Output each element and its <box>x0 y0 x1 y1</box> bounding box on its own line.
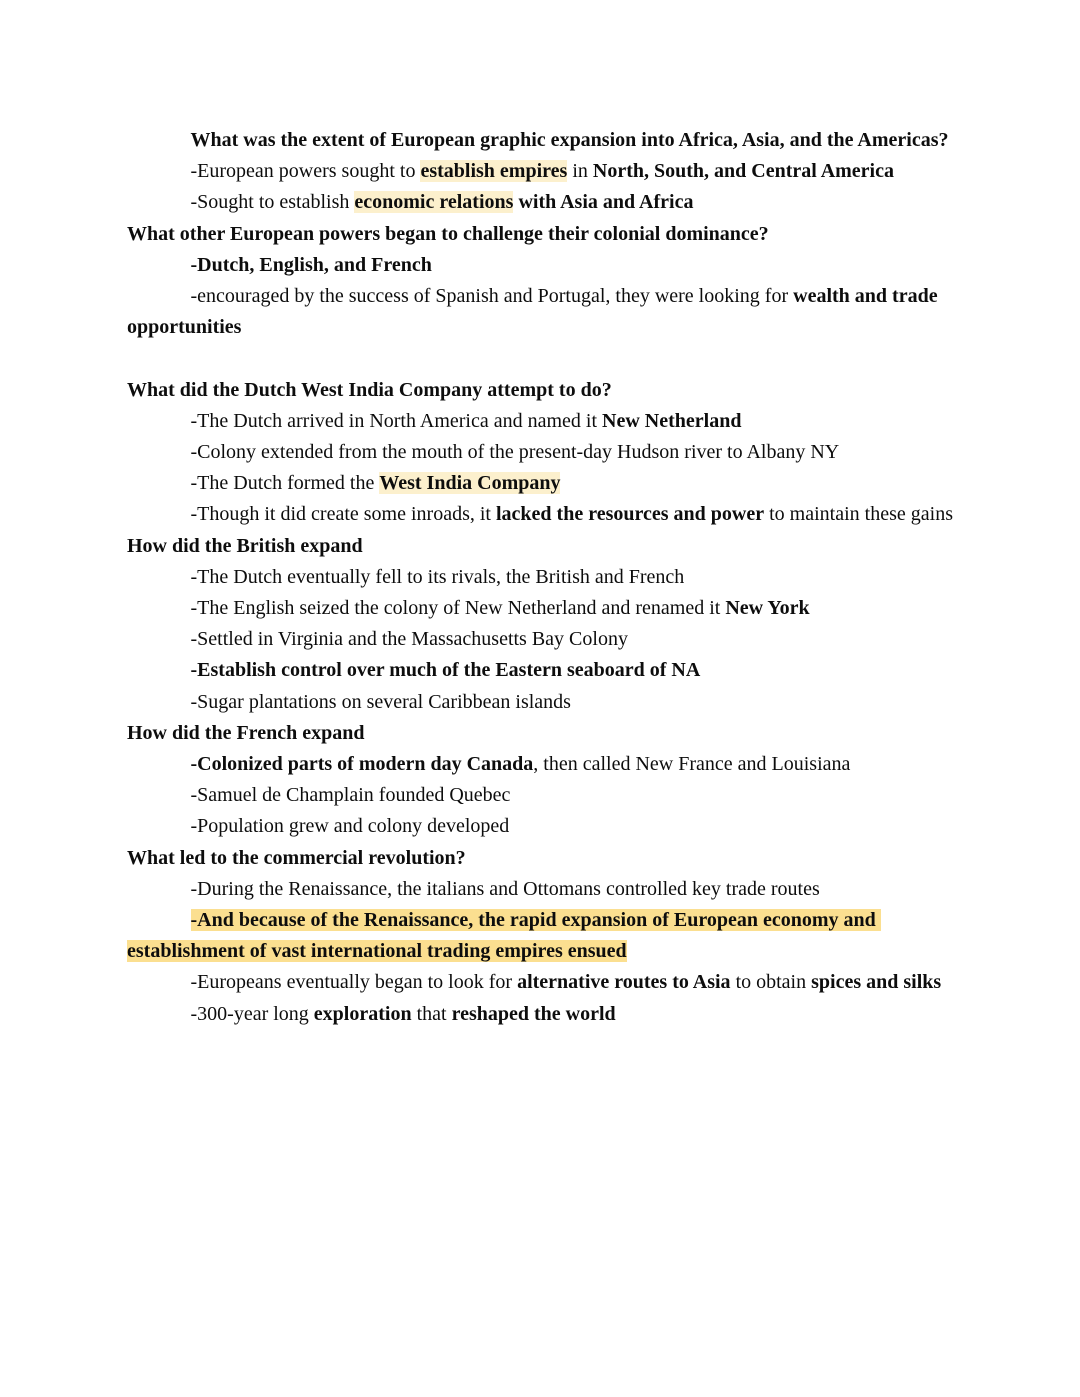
highlighted-text: economic relations <box>354 191 514 214</box>
paragraph <box>127 156 953 187</box>
text-run: -During the Renaissance, the italians and Ottomans controlled key trade routes <box>190 877 820 900</box>
paragraph <box>127 250 953 281</box>
bold-text: North, South, and Central America <box>592 160 894 183</box>
text-run: -Samuel de Champlain founded Quebec <box>190 784 511 807</box>
bold-text: What was the extent of European graphic expansion into Africa, Asia, and the Americas? <box>190 129 949 151</box>
blank-line <box>127 343 953 374</box>
highlighted-text: -And because of the Renaissance, the rapid expansion of European economy and establishment of vast international trading empires ensued <box>127 909 881 963</box>
text-run: -The Dutch arrived in North America and named it <box>190 409 603 432</box>
paragraph <box>127 811 953 842</box>
paragraph <box>127 687 953 718</box>
text-run: in <box>567 160 593 183</box>
bold-text: New York <box>725 597 810 620</box>
bold-text: What did the Dutch West India Company attempt to do? <box>127 378 612 401</box>
text-run: -The English seized the colony of New Netherland and renamed it <box>190 597 726 620</box>
text-run: -European powers sought to <box>190 160 421 183</box>
bold-text: reshaped the world <box>451 1002 616 1025</box>
text-run: -The Dutch eventually fell to its rivals, the British and French <box>190 565 685 588</box>
bold-text: -Dutch, English, and French <box>190 253 432 276</box>
bold-text: How did the French expand <box>127 721 365 744</box>
bold-text: alternative routes to Asia <box>517 971 731 994</box>
paragraph <box>127 593 953 624</box>
text-run: to maintain these gains <box>764 503 953 526</box>
paragraph <box>127 999 953 1030</box>
text-run: -Colony extended from the mouth of the present-day Hudson river to Albany NY <box>190 441 840 464</box>
paragraph <box>127 780 953 811</box>
paragraph <box>127 655 953 686</box>
paragraph <box>127 468 953 499</box>
text-run: -300-year long <box>190 1002 314 1025</box>
text-run: that <box>411 1002 452 1025</box>
paragraph <box>127 437 953 468</box>
bold-text: -Establish control over much of the Eastern seaboard of NA <box>190 659 701 682</box>
paragraph <box>127 874 953 905</box>
paragraph <box>127 562 953 593</box>
text-run: -Settled in Virginia and the Massachusetts Bay Colony <box>190 628 628 651</box>
bold-text: spices and silks <box>811 971 942 994</box>
paragraph <box>127 967 953 998</box>
text-run: -Sugar plantations on several Caribbean islands <box>190 690 571 713</box>
bold-text: with Asia and Africa <box>513 191 694 214</box>
bold-text: What led to the commercial revolution? <box>127 846 466 869</box>
paragraph <box>127 406 953 437</box>
paragraph <box>127 375 953 406</box>
paragraph <box>127 187 953 218</box>
paragraph <box>127 749 953 780</box>
highlighted-text: establish empires <box>420 160 568 183</box>
paragraph <box>127 624 953 655</box>
text-run: -encouraged by the success of Spanish and Portugal, they were looking for <box>190 285 794 308</box>
paragraph <box>127 219 953 250</box>
text-run: , then called New France and Louisiana <box>533 753 851 776</box>
bold-text: New Netherland <box>602 409 742 432</box>
text-run: -Europeans eventually began to look for <box>190 971 518 994</box>
text-run: -Sought to establish <box>190 191 355 214</box>
bold-text: What other European powers began to challenge their colonial dominance? <box>127 222 769 245</box>
paragraph <box>127 125 953 156</box>
paragraph <box>127 499 953 530</box>
text-run: -Though it did create some inroads, it <box>190 503 496 526</box>
text-run: -Population grew and colony developed <box>190 815 510 838</box>
paragraph <box>127 531 953 562</box>
paragraph <box>127 718 953 749</box>
bold-text: -Colonized parts of modern day Canada <box>190 753 534 776</box>
text-run: -The Dutch formed the <box>190 472 380 495</box>
highlighted-text: West India Company <box>379 472 561 495</box>
document-body <box>127 125 953 1030</box>
paragraph <box>127 281 953 343</box>
paragraph <box>127 843 953 874</box>
bold-text: exploration <box>313 1002 412 1025</box>
text-run: to obtain <box>730 971 812 994</box>
bold-text: lacked the resources and power <box>495 503 765 526</box>
paragraph <box>127 905 953 967</box>
bold-text: How did the British expand <box>127 534 363 557</box>
bold-text: wealth and trade opportunities <box>127 285 943 339</box>
